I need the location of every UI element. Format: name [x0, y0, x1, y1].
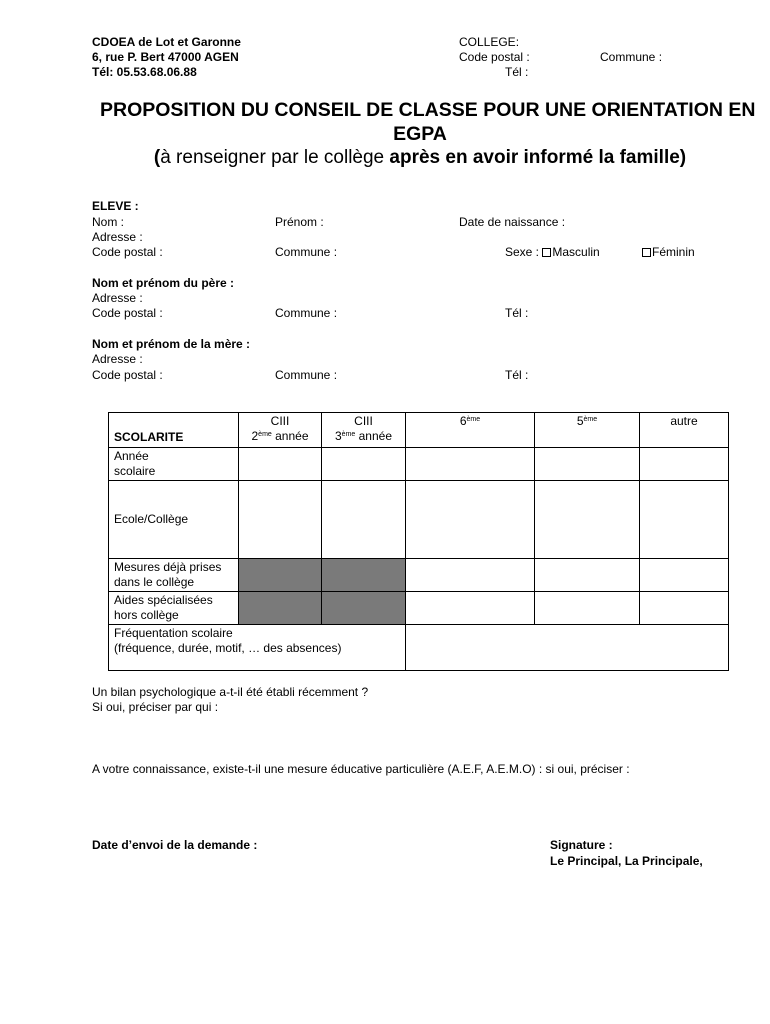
eleve-sexe	[505, 245, 600, 260]
table-row	[109, 625, 729, 671]
table-row	[109, 448, 729, 481]
sexe-label: Sexe :	[505, 245, 540, 259]
shaded-cell	[322, 592, 406, 625]
subtitle-normal: à renseigner par le collège	[160, 147, 390, 168]
org-address: 6, rue P. Bert 47000 AGEN	[92, 50, 239, 64]
eleve-nom-label: Nom :	[92, 215, 125, 229]
table-row	[109, 481, 729, 559]
eleve-commune-label: Commune :	[275, 245, 338, 259]
table-row	[109, 592, 729, 625]
row-aides: Aides spécialisées hors collège	[109, 592, 239, 625]
subtitle-bold: après en avoir informé la famille)	[389, 147, 687, 168]
table-cell[interactable]	[322, 481, 406, 559]
pere-code-postal-label: Code postal :	[92, 306, 163, 320]
table-cell[interactable]	[406, 625, 729, 671]
college-tel-label: Tél :	[505, 65, 529, 79]
pere-heading: Nom et prénom du père :	[92, 276, 235, 290]
table-cell[interactable]	[640, 481, 729, 559]
table-cell[interactable]	[640, 448, 729, 481]
table-header-row	[109, 413, 729, 448]
table-cell[interactable]	[406, 592, 535, 625]
org-phone: Tél: 05.53.68.06.88	[92, 65, 197, 79]
eleve-code-postal-label: Code postal :	[92, 245, 163, 259]
col-6eme: 6ème	[406, 413, 535, 448]
eleve-date-naissance-label: Date de naissance :	[459, 215, 566, 229]
page-title-line1: PROPOSITION DU CONSEIL DE CLASSE POUR UNE ORIENTATION EN	[100, 99, 756, 121]
scolarite-table	[108, 412, 729, 671]
row-ecole-college: Ecole/Collège	[109, 481, 239, 559]
feminin-checkbox[interactable]	[642, 248, 651, 257]
signature-label: Signature :	[550, 838, 613, 852]
table-cell[interactable]	[535, 481, 640, 559]
bilan-question: Un bilan psychologique a-t-il été établi récemment ?	[92, 685, 369, 699]
pere-adresse-label: Adresse :	[92, 291, 143, 305]
row-frequentation: Fréquentation scolaire (fréquence, durée, motif, … des absences)	[109, 625, 406, 671]
eleve-prenom-label: Prénom :	[275, 215, 324, 229]
masculin-label: Masculin	[552, 245, 600, 259]
table-cell[interactable]	[322, 448, 406, 481]
mere-commune-label: Commune :	[275, 368, 338, 382]
masculin-checkbox[interactable]	[542, 248, 551, 257]
feminin-label: Féminin	[652, 245, 695, 259]
table-cell[interactable]	[640, 559, 729, 592]
mesure-question: A votre connaissance, existe-t-il une mesure éducative particulière (A.E.F, A.E.M.O) : si oui, préciser :	[92, 762, 630, 776]
eleve-heading: ELEVE :	[92, 199, 139, 213]
row-mesures: Mesures déjà prises dans le collège	[109, 559, 239, 592]
scolarite-header: SCOLARITE	[109, 413, 239, 448]
pere-tel-label: Tél :	[505, 306, 529, 320]
mere-heading: Nom et prénom de la mère :	[92, 337, 251, 351]
table-cell[interactable]	[535, 448, 640, 481]
college-commune-label: Commune :	[600, 50, 663, 64]
subtitle-open-paren: (	[153, 147, 161, 168]
table-cell[interactable]	[406, 481, 535, 559]
date-envoi-label: Date d’envoi de la demande :	[92, 838, 258, 852]
bilan-precise: Si oui, préciser par qui :	[92, 700, 219, 714]
col-5eme: 5ème	[535, 413, 640, 448]
table-cell[interactable]	[535, 592, 640, 625]
row-annee-scolaire: Année scolaire	[109, 448, 239, 481]
table-cell[interactable]	[406, 559, 535, 592]
table-cell[interactable]	[239, 481, 322, 559]
eleve-feminin	[642, 245, 695, 260]
college-postal-code-label: Code postal :	[459, 50, 530, 64]
table-cell[interactable]	[406, 448, 535, 481]
org-name: CDOEA de Lot et Garonne	[92, 35, 241, 49]
eleve-adresse-label: Adresse :	[92, 230, 143, 244]
page-subtitle	[100, 146, 740, 170]
mere-tel-label: Tél :	[505, 368, 529, 382]
shaded-cell	[239, 559, 322, 592]
table-cell[interactable]	[239, 448, 322, 481]
col-autre: autre	[640, 413, 729, 448]
pere-commune-label: Commune :	[275, 306, 338, 320]
table-cell[interactable]	[640, 592, 729, 625]
mere-adresse-label: Adresse :	[92, 352, 143, 366]
table-row	[109, 559, 729, 592]
college-label: COLLEGE:	[459, 35, 520, 49]
shaded-cell	[322, 559, 406, 592]
principal-label: Le Principal, La Principale,	[550, 854, 703, 868]
mere-code-postal-label: Code postal :	[92, 368, 163, 382]
col-ciii-2eme: CIII 2ème année	[239, 413, 322, 448]
col-ciii-3eme: CIII 3ème année	[322, 413, 406, 448]
shaded-cell	[239, 592, 322, 625]
page-title-line2: EGPA	[393, 123, 447, 145]
table-cell[interactable]	[535, 559, 640, 592]
